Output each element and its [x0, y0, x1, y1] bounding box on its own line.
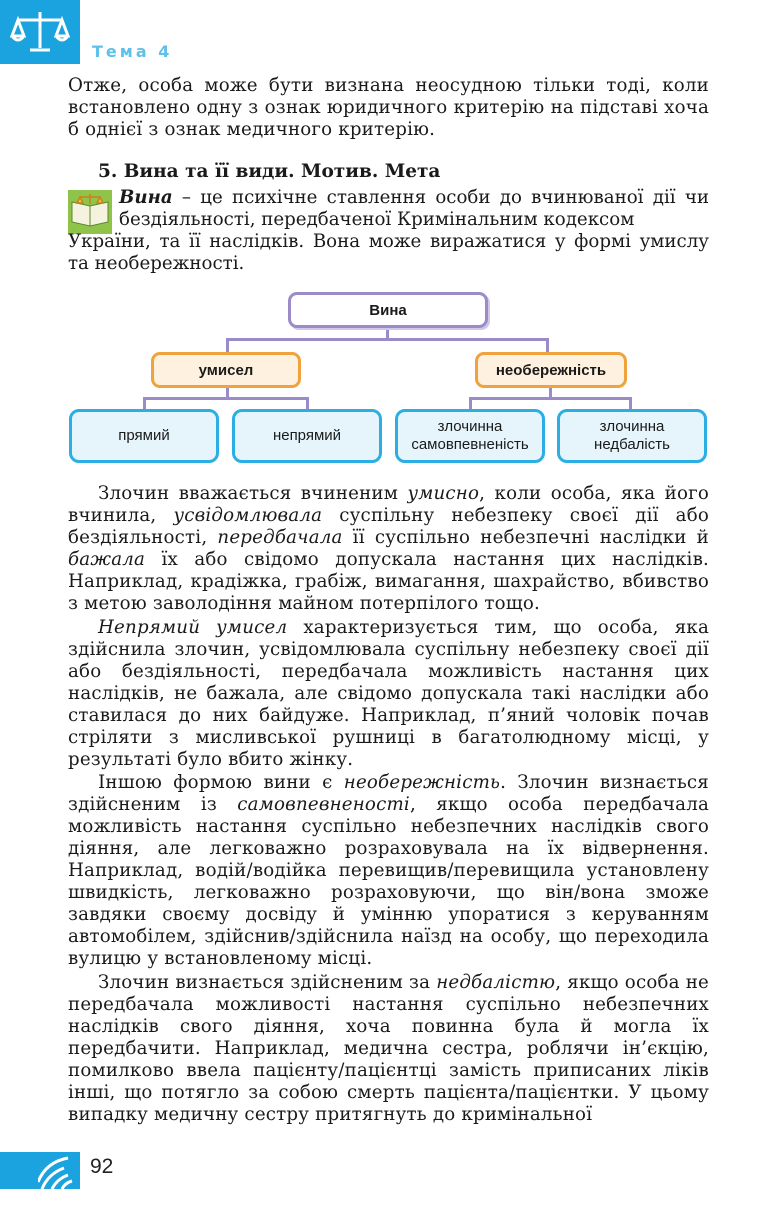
- page-number: 92: [90, 1155, 114, 1178]
- wave-arcs-icon: [38, 1152, 80, 1189]
- intro-paragraph: Отже, особа може бути визнана неосудною тільки тоді, коли встановлено одну з ознак юридичного критерію на підставі хоча б однієї з ознак медичного критерію.: [68, 75, 709, 140]
- definition-first-lines: [119, 187, 709, 231]
- diagram-root-node: Вина: [288, 292, 488, 328]
- paragraph-negligence: Іншою формою вини є необережність. Злочин визнається здійсненим із самовпевненості, якщо особа передбачала можливість настання суспільно небезпечних наслідків свого діяння, але легковажно розраховувала на їх відвернення. Наприклад, водій/водійка перевищив/перевищила установлену швидкість, легковажно розраховуючи, що він/вона зможе завдяки своєму досвіду й умінню упоратися з керуванням автомобілем, здійснив/здійснила наїзд на особу, що переходила вулицю у встановленому місці.: [68, 772, 709, 969]
- diagram-node-intent: умисел: [151, 352, 301, 388]
- definition-term: Вина: [119, 187, 173, 208]
- theme-label: Тема 4: [92, 42, 173, 61]
- diagram-leaf-indirect: непрямий: [232, 409, 382, 463]
- diagram-leaf-self-confidence: злочинна самовпевненість: [395, 409, 545, 463]
- paragraph-indirect-intent: Непрямий умисел характеризується тим, що особа, яка здійснила злочин, усвідомлювала суспільну небезпеку своєї дії або бездіяльності, передбачала можливість настання цих наслідків, не бажала, але свідомо допускала такі наслідки або ставилася до них байдуже. Наприклад, п’яний чоловік почав стріляти з мисливської рушниці в багатолюдному місці, у результаті було вбито жінку.: [68, 617, 709, 770]
- section-heading: 5. Вина та її види. Мотив. Мета: [98, 161, 441, 182]
- definition-text: – це психічне ставлення особи до вчинюваної дії чи бездіяльності, передбаченої Кримінальним кодексом: [119, 187, 709, 230]
- diagram-node-negligence: необережність: [475, 352, 627, 388]
- paragraph-carelessness: Злочин визнається здійсненим за недбалістю, якщо особа не передбачала можливості настання суспільно небезпечних наслідків свого діяння, хоча повинна була й могла їх передбачити. Наприклад, медична сестра, роблячи ін’єкцію, помилково ввела пацієнту/пацієнтці замість приписаних ліків інші, що потягло за собою смерть пацієнта/пацієнтки. У цьому випадку медичну сестру притягнуть до кримінальної: [68, 972, 709, 1125]
- header-corner-block: [0, 0, 80, 64]
- paragraph-intent: Злочин вважається вчиненим умисно, коли особа, яка його вчинила, усвідомлювала суспільну небезпеку своєї дії або бездіяльності, передбачала її суспільно небезпечні наслідки й бажала їх або свідомо допускала настання цих наслідків. Наприклад, крадіжка, грабіж, вимагання, шахрайство, вбивство з метою заволодіння майном потерпілого тощо.: [68, 483, 710, 614]
- diagram-leaf-carelessness: злочинна недбалість: [557, 409, 707, 463]
- book-scales-icon: [68, 190, 112, 234]
- footer-bar: [0, 1152, 80, 1189]
- definition-rest: України, та її наслідків. Вона може виражатися у формі умислу та необережності.: [68, 231, 709, 274]
- scales-icon: [10, 8, 70, 58]
- diagram-leaf-direct: прямий: [69, 409, 219, 463]
